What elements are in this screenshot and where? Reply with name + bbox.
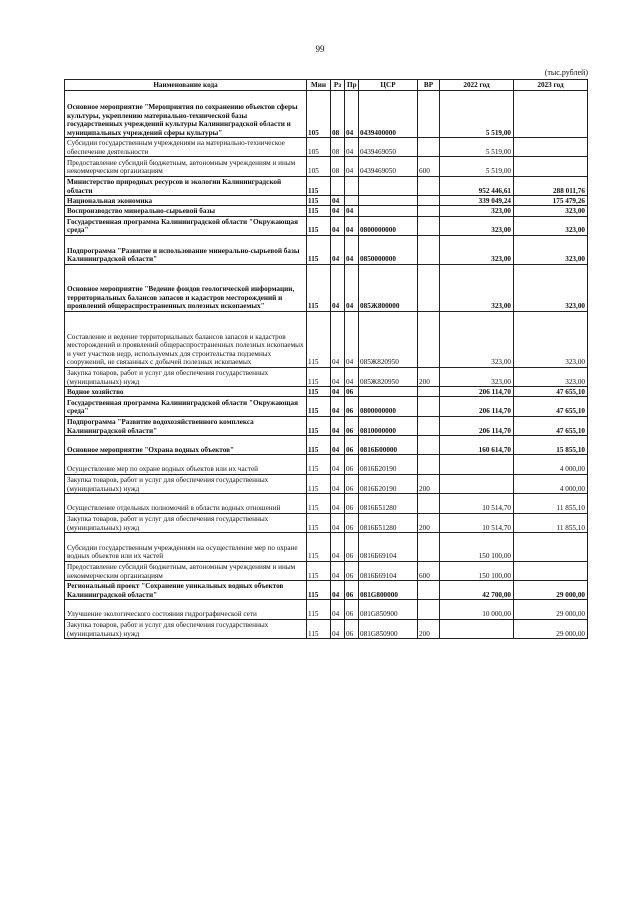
- row-name-cell: Основное мероприятие "Мероприятия по сохранению объектов сферы культуры, укреплению материально-технической базы государственных учреждений культуры Калининградской области и муниципальных учреждений сферы культуры": [65, 91, 307, 138]
- row-min-cell: 115: [307, 513, 331, 532]
- row-2023-cell: [514, 91, 588, 138]
- row-min-cell: 115: [307, 264, 331, 311]
- table-row: [65, 264, 588, 311]
- row-name-cell: Субсидии государственным учреждениям на материально-техническое обеспечение деятельности: [65, 138, 307, 157]
- row-pr-cell: 04: [345, 311, 359, 367]
- row-name-cell: Государственная программа Калининградской области "Окружающая среда": [65, 216, 307, 235]
- row-2023-cell: 47 655,10: [514, 387, 588, 397]
- row-pr-cell: 06: [345, 581, 359, 600]
- row-2023-cell: 175 479,26: [514, 196, 588, 206]
- row-2023-cell: [514, 157, 588, 176]
- table-row: [65, 367, 588, 386]
- row-2023-cell: 11 855,10: [514, 494, 588, 513]
- units-label: (тыс.рублей): [544, 68, 588, 77]
- row-2023-cell: 323,00: [514, 311, 588, 367]
- row-vr-cell: [418, 387, 440, 397]
- row-min-cell: 115: [307, 455, 331, 474]
- row-min-cell: 115: [307, 235, 331, 264]
- row-2022-cell: 160 614,70: [440, 436, 514, 455]
- row-csr-cell: 0810000000: [359, 416, 418, 435]
- row-vr-cell: 200: [418, 513, 440, 532]
- table-body: [65, 91, 588, 639]
- row-name-cell: Закупка товаров, работ и услуг для обеспечения государственных (муниципальных) нужд: [65, 367, 307, 386]
- row-name-cell: Региональный проект "Сохранение уникальных водных объектов Калининградской области": [65, 581, 307, 600]
- row-csr-cell: 0816Б51280: [359, 513, 418, 532]
- row-name-cell: Государственная программа Калининградской области "Окружающая среда": [65, 397, 307, 416]
- row-pr-cell: 06: [345, 387, 359, 397]
- row-csr-cell: 0800000000: [359, 397, 418, 416]
- row-2022-cell: 323,00: [440, 264, 514, 311]
- table-row: [65, 533, 588, 562]
- row-rz-cell: 04: [331, 416, 345, 435]
- row-rz-cell: 08: [331, 91, 345, 138]
- row-rz-cell: 04: [331, 600, 345, 619]
- header-csr: ЦСР: [359, 80, 418, 91]
- table-row: [65, 513, 588, 532]
- table-row: [65, 196, 588, 206]
- row-min-cell: 115: [307, 387, 331, 397]
- row-csr-cell: 0816Б20190: [359, 474, 418, 493]
- row-min-cell: 115: [307, 416, 331, 435]
- row-csr-cell: 0850000000: [359, 235, 418, 264]
- row-name-cell: Улучшение экологического состояния гидрографической сети: [65, 600, 307, 619]
- row-name-cell: Закупка товаров, работ и услуг для обеспечения государственных (муниципальных) нужд: [65, 619, 307, 638]
- row-vr-cell: [418, 235, 440, 264]
- row-name-cell: Субсидии государственным учреждениям на осуществление мер по охране водных объектов или их частей: [65, 533, 307, 562]
- row-pr-cell: 04: [345, 157, 359, 176]
- row-pr-cell: 06: [345, 600, 359, 619]
- header-vr: ВР: [418, 80, 440, 91]
- row-min-cell: 115: [307, 561, 331, 580]
- row-rz-cell: 08: [331, 138, 345, 157]
- row-2022-cell: 150 100,00: [440, 561, 514, 580]
- row-min-cell: 115: [307, 600, 331, 619]
- header-2022: 2022 год: [440, 80, 514, 91]
- row-csr-cell: 0816Б69104: [359, 561, 418, 580]
- row-csr-cell: 081G850900: [359, 600, 418, 619]
- row-name-cell: Воспроизводство минерально-сырьевой базы: [65, 206, 307, 216]
- table-row: [65, 581, 588, 600]
- table-row: [65, 619, 588, 638]
- table-row: [65, 235, 588, 264]
- row-pr-cell: 04: [345, 264, 359, 311]
- table-row: [65, 397, 588, 416]
- row-min-cell: 115: [307, 206, 331, 216]
- row-2023-cell: 29 000,00: [514, 619, 588, 638]
- row-2023-cell: 4 000,00: [514, 455, 588, 474]
- row-2022-cell: 5 519,00: [440, 157, 514, 176]
- table-row: [65, 91, 588, 138]
- row-2022-cell: 952 446,61: [440, 176, 514, 195]
- row-name-cell: Основное мероприятие "Охрана водных объектов": [65, 436, 307, 455]
- table-row: [65, 561, 588, 580]
- row-pr-cell: 06: [345, 533, 359, 562]
- row-csr-cell: 0439400000: [359, 91, 418, 138]
- table-row: [65, 157, 588, 176]
- row-rz-cell: 04: [331, 455, 345, 474]
- row-rz-cell: 04: [331, 196, 345, 206]
- row-rz-cell: 04: [331, 235, 345, 264]
- table-row: [65, 387, 588, 397]
- table-row: [65, 455, 588, 474]
- row-pr-cell: 04: [345, 138, 359, 157]
- row-rz-cell: 08: [331, 157, 345, 176]
- header-pr: Пр: [345, 80, 359, 91]
- row-vr-cell: [418, 311, 440, 367]
- table-row: [65, 494, 588, 513]
- row-csr-cell: 0816Б69104: [359, 533, 418, 562]
- row-pr-cell: 06: [345, 455, 359, 474]
- row-csr-cell: [359, 206, 418, 216]
- row-2022-cell: [440, 455, 514, 474]
- row-rz-cell: 04: [331, 206, 345, 216]
- row-rz-cell: 04: [331, 397, 345, 416]
- row-2022-cell: 5 519,00: [440, 138, 514, 157]
- table-row: [65, 138, 588, 157]
- page-number: 99: [315, 44, 325, 54]
- row-2022-cell: 323,00: [440, 216, 514, 235]
- row-csr-cell: 0816Б20190: [359, 455, 418, 474]
- row-csr-cell: 081G800000: [359, 581, 418, 600]
- row-vr-cell: [418, 176, 440, 195]
- row-min-cell: 115: [307, 533, 331, 562]
- row-min-cell: 115: [307, 581, 331, 600]
- row-pr-cell: 04: [345, 367, 359, 386]
- row-2022-cell: 206 114,70: [440, 397, 514, 416]
- row-2022-cell: 206 114,70: [440, 387, 514, 397]
- row-2022-cell: 10 514,70: [440, 494, 514, 513]
- row-2023-cell: 15 855,10: [514, 436, 588, 455]
- row-2023-cell: 323,00: [514, 264, 588, 311]
- row-csr-cell: 081G850900: [359, 619, 418, 638]
- row-vr-cell: [418, 533, 440, 562]
- row-name-cell: Закупка товаров, работ и услуг для обеспечения государственных (муниципальных) нужд: [65, 474, 307, 493]
- row-vr-cell: 600: [418, 561, 440, 580]
- row-csr-cell: [359, 387, 418, 397]
- row-vr-cell: 200: [418, 619, 440, 638]
- row-name-cell: Подпрограмма "Развитие водохозяйственного комплекса Калининградской области": [65, 416, 307, 435]
- row-2023-cell: 11 855,10: [514, 513, 588, 532]
- row-pr-cell: 04: [345, 216, 359, 235]
- row-2022-cell: 323,00: [440, 311, 514, 367]
- row-vr-cell: [418, 600, 440, 619]
- row-rz-cell: 04: [331, 387, 345, 397]
- table-row: [65, 436, 588, 455]
- row-pr-cell: [345, 176, 359, 195]
- row-name-cell: Подпрограмма "Развитие и использование минерально-сырьевой базы Калининградской области": [65, 235, 307, 264]
- row-vr-cell: [418, 91, 440, 138]
- table-row: [65, 216, 588, 235]
- row-2023-cell: 323,00: [514, 367, 588, 386]
- row-2022-cell: [440, 474, 514, 493]
- row-pr-cell: 04: [345, 206, 359, 216]
- row-2023-cell: 323,00: [514, 206, 588, 216]
- row-name-cell: Составление и ведение территориальных балансов запасов и кадастров месторождений и проявлений общераспространенных полезных ископаемых и учет участков недр, используемых для строительства подземных сооружений, не связанных с добычей полезных ископаемых: [65, 311, 307, 367]
- row-2023-cell: 288 011,76: [514, 176, 588, 195]
- table-row: [65, 600, 588, 619]
- row-vr-cell: 200: [418, 367, 440, 386]
- row-vr-cell: [418, 216, 440, 235]
- header-name: Наименование кода: [65, 80, 307, 91]
- row-2022-cell: [440, 619, 514, 638]
- row-min-cell: 115: [307, 474, 331, 493]
- row-min-cell: 115: [307, 397, 331, 416]
- row-2022-cell: 206 114,70: [440, 416, 514, 435]
- table-row: [65, 474, 588, 493]
- row-2022-cell: 10 000,00: [440, 600, 514, 619]
- row-rz-cell: 04: [331, 513, 345, 532]
- row-name-cell: Министерство природных ресурсов и экологии Калининградской области: [65, 176, 307, 195]
- row-csr-cell: 085Ж820950: [359, 367, 418, 386]
- row-min-cell: 115: [307, 196, 331, 206]
- row-2023-cell: [514, 533, 588, 562]
- row-2023-cell: 47 655,10: [514, 416, 588, 435]
- row-rz-cell: 04: [331, 494, 345, 513]
- row-vr-cell: [418, 138, 440, 157]
- row-2023-cell: 29 000,00: [514, 581, 588, 600]
- header-min: Мин: [307, 80, 331, 91]
- row-rz-cell: 04: [331, 581, 345, 600]
- row-2022-cell: 150 100,00: [440, 533, 514, 562]
- row-vr-cell: [418, 436, 440, 455]
- row-2023-cell: [514, 561, 588, 580]
- row-vr-cell: [418, 206, 440, 216]
- row-min-cell: 105: [307, 157, 331, 176]
- row-name-cell: Предоставление субсидий бюджетным, автономным учреждениям и иным некоммерческим организациям: [65, 157, 307, 176]
- row-pr-cell: 06: [345, 436, 359, 455]
- row-rz-cell: 04: [331, 474, 345, 493]
- row-csr-cell: 0439469050: [359, 157, 418, 176]
- row-csr-cell: [359, 176, 418, 195]
- row-pr-cell: 04: [345, 91, 359, 138]
- row-csr-cell: 0816Б51280: [359, 494, 418, 513]
- row-csr-cell: 0800000000: [359, 216, 418, 235]
- table-row: [65, 311, 588, 367]
- row-vr-cell: 600: [418, 157, 440, 176]
- row-rz-cell: 04: [331, 561, 345, 580]
- row-2022-cell: 10 514,70: [440, 513, 514, 532]
- row-rz-cell: 04: [331, 311, 345, 367]
- row-vr-cell: 200: [418, 474, 440, 493]
- row-vr-cell: [418, 196, 440, 206]
- table-header-row: [65, 80, 588, 91]
- row-2022-cell: 323,00: [440, 206, 514, 216]
- row-name-cell: Предоставление субсидий бюджетным, автономным учреждениям и иным некоммерческим организациям: [65, 561, 307, 580]
- row-min-cell: 115: [307, 436, 331, 455]
- row-2023-cell: [514, 138, 588, 157]
- row-vr-cell: [418, 264, 440, 311]
- row-vr-cell: [418, 581, 440, 600]
- row-name-cell: Национальная экономика: [65, 196, 307, 206]
- row-2022-cell: 323,00: [440, 235, 514, 264]
- row-pr-cell: 06: [345, 397, 359, 416]
- row-min-cell: 115: [307, 216, 331, 235]
- row-csr-cell: 085Ж800000: [359, 264, 418, 311]
- row-name-cell: Водное хозяйство: [65, 387, 307, 397]
- row-2022-cell: 5 519,00: [440, 91, 514, 138]
- table-row: [65, 206, 588, 216]
- row-name-cell: Осуществление мер по охране водных объектов или их частей: [65, 455, 307, 474]
- row-rz-cell: 04: [331, 264, 345, 311]
- row-rz-cell: [331, 176, 345, 195]
- row-pr-cell: 04: [345, 235, 359, 264]
- row-csr-cell: [359, 196, 418, 206]
- row-pr-cell: 06: [345, 513, 359, 532]
- row-min-cell: 115: [307, 176, 331, 195]
- row-rz-cell: 04: [331, 436, 345, 455]
- row-pr-cell: 06: [345, 416, 359, 435]
- row-min-cell: 115: [307, 494, 331, 513]
- row-vr-cell: [418, 455, 440, 474]
- row-name-cell: Основное мероприятие "Ведение фондов геологической информации, территориальных балансов запасов и кадастров месторождений и проявлений общераспространенных полезных ископаемых": [65, 264, 307, 311]
- row-min-cell: 105: [307, 138, 331, 157]
- row-2023-cell: 4 000,00: [514, 474, 588, 493]
- row-csr-cell: 085Ж820950: [359, 311, 418, 367]
- row-min-cell: 115: [307, 367, 331, 386]
- row-rz-cell: 04: [331, 216, 345, 235]
- table-row: [65, 416, 588, 435]
- row-min-cell: 115: [307, 311, 331, 367]
- row-2023-cell: 323,00: [514, 235, 588, 264]
- row-min-cell: 115: [307, 619, 331, 638]
- row-pr-cell: 06: [345, 561, 359, 580]
- row-vr-cell: [418, 494, 440, 513]
- row-min-cell: 105: [307, 91, 331, 138]
- row-pr-cell: 06: [345, 474, 359, 493]
- row-2023-cell: 47 655,10: [514, 397, 588, 416]
- row-2023-cell: 323,00: [514, 216, 588, 235]
- row-2023-cell: 29 000,00: [514, 600, 588, 619]
- row-csr-cell: 0816Б00000: [359, 436, 418, 455]
- row-vr-cell: [418, 416, 440, 435]
- row-pr-cell: [345, 196, 359, 206]
- row-2022-cell: 42 700,00: [440, 581, 514, 600]
- row-2022-cell: 339 049,24: [440, 196, 514, 206]
- row-rz-cell: 04: [331, 533, 345, 562]
- header-rz: Рз: [331, 80, 345, 91]
- budget-table: [64, 79, 588, 639]
- row-vr-cell: [418, 397, 440, 416]
- row-name-cell: Закупка товаров, работ и услуг для обеспечения государственных (муниципальных) нужд: [65, 513, 307, 532]
- row-name-cell: Осуществление отдельных полномочий в области водных отношений: [65, 494, 307, 513]
- header-2023: 2023 год: [514, 80, 588, 91]
- row-csr-cell: 0439469050: [359, 138, 418, 157]
- row-rz-cell: 04: [331, 367, 345, 386]
- table-row: [65, 176, 588, 195]
- row-2022-cell: 323,00: [440, 367, 514, 386]
- row-rz-cell: 04: [331, 619, 345, 638]
- row-pr-cell: 06: [345, 619, 359, 638]
- row-pr-cell: 06: [345, 494, 359, 513]
